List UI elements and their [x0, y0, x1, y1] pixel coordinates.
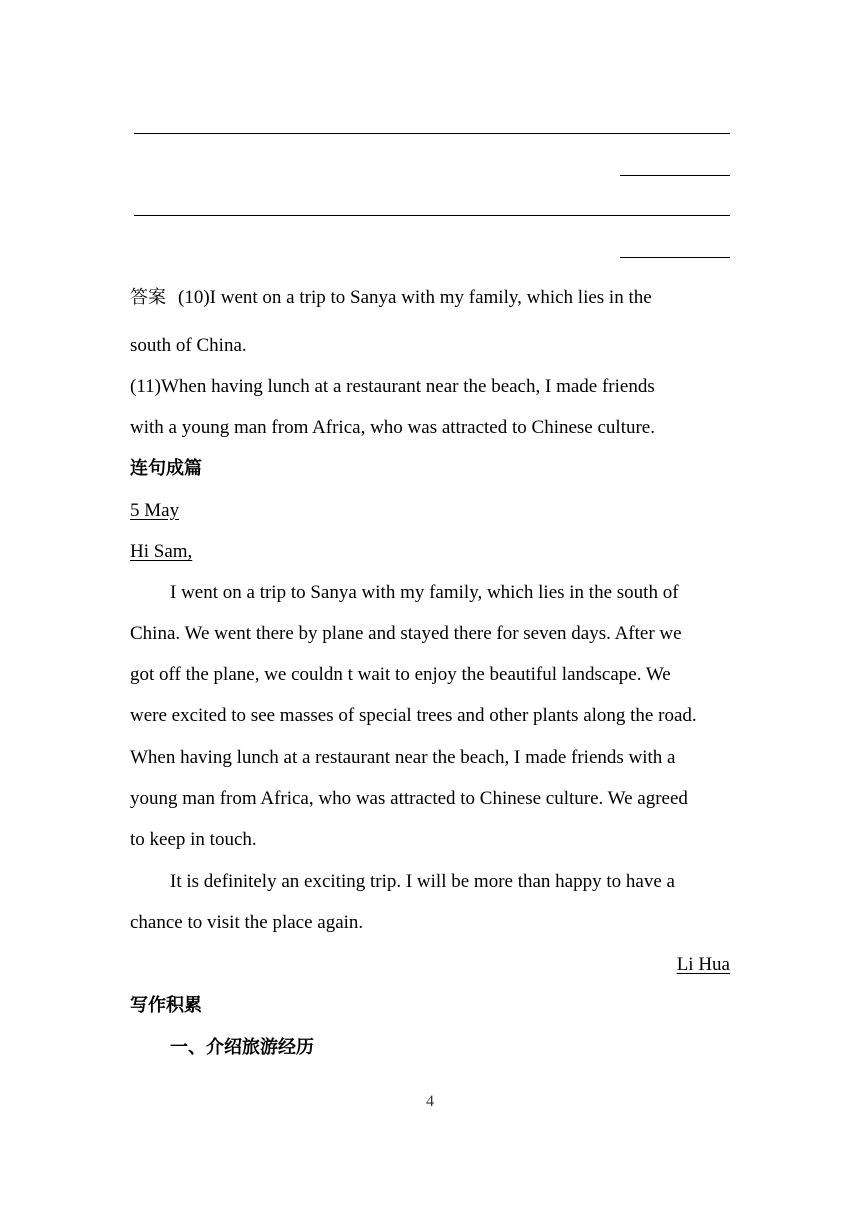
letter-date: 5 May — [130, 500, 180, 521]
letter-greeting: Hi Sam, — [130, 541, 193, 562]
letter-p2-line-1: It is definitely an exciting trip. I will be more than happy to have a — [170, 871, 675, 892]
answer-blank-line-2 — [134, 215, 730, 216]
answer-blank-line-1 — [134, 133, 730, 134]
letter-p1-line-2: China. We went there by plane and stayed there for seven days. After we — [130, 623, 682, 644]
answer-line-10b: south of China. — [130, 335, 247, 356]
answer-label: 答案 — [130, 287, 166, 308]
answer-line-11a: (11)When having lunch at a restaurant near the beach, I made friends — [130, 376, 655, 397]
answer-blank-line-1-end — [620, 175, 730, 176]
section-heading-writing: 写作积累 — [130, 995, 202, 1016]
section-heading-essay: 连句成篇 — [130, 458, 202, 479]
answer-blank-line-2-end — [620, 257, 730, 258]
answer-line-10a: 答案 (10)I went on a trip to Sanya with my family, which lies in the — [130, 287, 652, 308]
letter-p1-line-6: young man from Africa, who was attracted to Chinese culture. We agreed — [130, 788, 688, 809]
letter-signature: Li Hua — [676, 954, 730, 975]
answer-line-11b: with a young man from Africa, who was attracted to Chinese culture. — [130, 417, 655, 438]
letter-p1-line-5: When having lunch at a restaurant near the beach, I made friends with a — [130, 747, 676, 768]
letter-p1-line-4: were excited to see masses of special trees and other plants along the road. — [130, 705, 697, 726]
letter-p1-line-7: to keep in touch. — [130, 829, 257, 850]
page-number: 4 — [426, 1093, 434, 1110]
subsection-heading: 一、介绍旅游经历 — [170, 1037, 314, 1058]
letter-p1-line-3: got off the plane, we couldn t wait to enjoy the beautiful landscape. We — [130, 664, 671, 685]
letter-p2-line-2: chance to visit the place again. — [130, 912, 364, 933]
letter-p1-line-1: I went on a trip to Sanya with my family, which lies in the south of — [170, 582, 679, 603]
